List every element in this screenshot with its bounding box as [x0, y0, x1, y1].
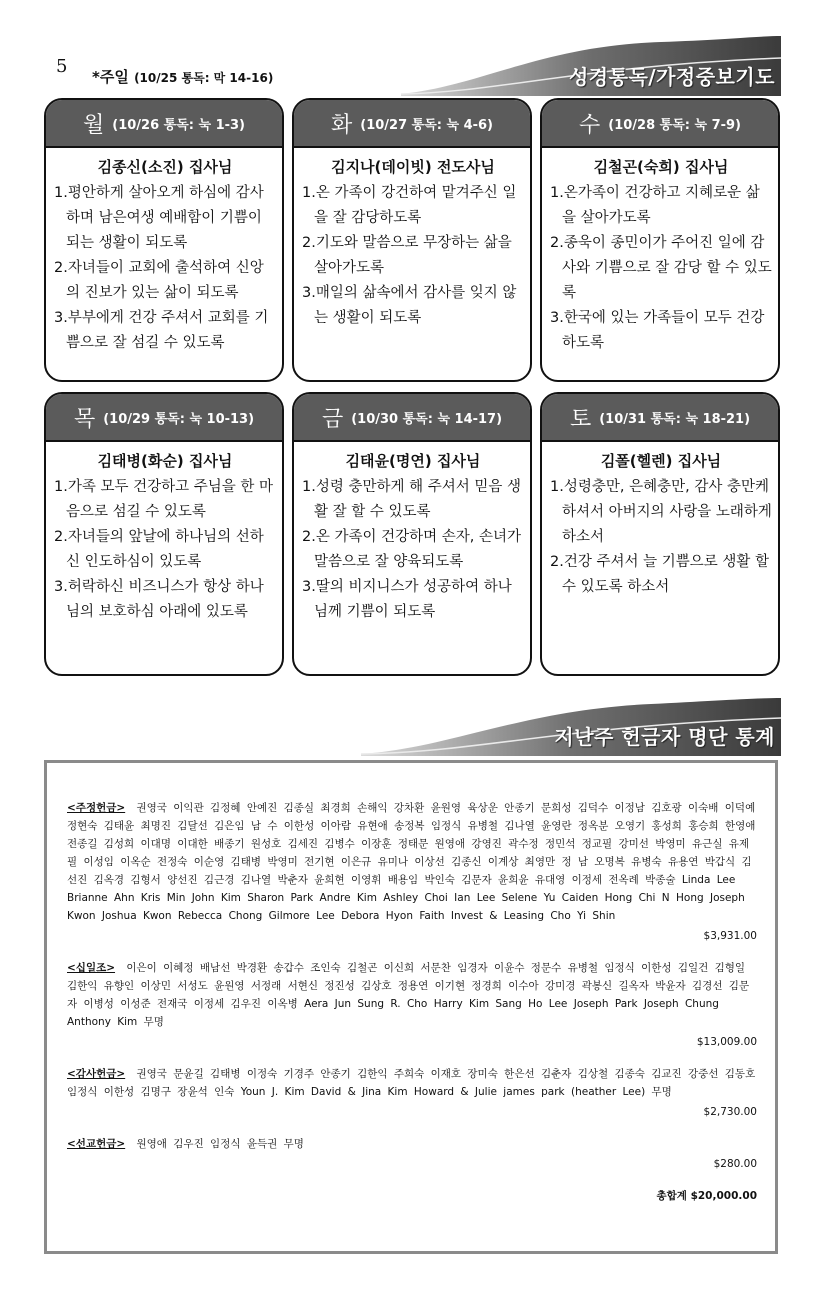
day-card-wednesday — [540, 98, 780, 382]
day-name: 토 — [569, 406, 592, 432]
prayer-item: 1.온가족이 건강하고 지혜로운 삶을 살아가도록 — [550, 185, 760, 226]
prayer-person: 김지나(데이빗) 전도사님 — [331, 158, 495, 176]
day-name: 목 — [73, 406, 96, 432]
sunday-reading — [92, 66, 273, 87]
offering-category: <주정헌금> — [67, 802, 126, 814]
prayer-banner — [401, 36, 781, 96]
day-header — [46, 100, 282, 148]
day-reading: (10/27 통독: 눅 4-6) — [360, 117, 493, 133]
offering-category: <감사헌금> — [67, 1068, 126, 1080]
sunday-label: *주일 — [92, 68, 129, 86]
prayer-person: 김철곤(숙희) 집사님 — [593, 158, 729, 176]
offering-names: 권영국 문윤길 김태병 이정숙 기경주 안종기 김한익 주희숙 이재호 장미숙 한은선 김춘자 김상철 김종숙 김교진 강중선 김동호 임정식 이한성 김명구 장윤석 인숙 Youn J. Kim David & Jina Kim Howard & Julie james park (heather Lee) 무명 — [67, 1068, 756, 1098]
prayer-list — [302, 475, 524, 625]
prayer-item: 2.종욱이 종민이가 주어진 일에 감사와 기쁨으로 잘 감당 할 수 있도록 — [550, 235, 772, 301]
prayer-list — [54, 181, 276, 356]
prayer-item: 2.자녀들의 앞날에 하나님의 선하신 인도하심이 있도록 — [54, 529, 264, 570]
day-name: 화 — [330, 112, 353, 138]
prayer-person: 김폴(헬렌) 집사님 — [600, 452, 722, 470]
offering-list-box — [44, 760, 778, 1254]
offering-group — [67, 959, 757, 1051]
day-card-saturday — [540, 392, 780, 676]
prayer-list — [550, 181, 772, 356]
day-name: 월 — [82, 112, 105, 138]
prayer-banner-title: 성경통독/가정중보기도 — [568, 65, 775, 89]
prayer-item: 1.평안하게 살아오게 하심에 감사하며 남은여생 예배함이 기쁨이 되는 생활이 되도록 — [54, 185, 264, 251]
offering-group — [67, 1135, 757, 1173]
prayer-item: 2.온 가족이 건강하며 손자, 손녀가 말씀으로 잘 양육되도록 — [302, 529, 521, 570]
day-header — [294, 100, 530, 148]
prayer-item: 3.허락하신 비즈니스가 항상 하나님의 보호하심 아래에 있도록 — [54, 579, 264, 620]
prayer-list — [302, 181, 524, 331]
prayer-item: 3.한국에 있는 가족들이 모두 건강 하도록 — [550, 310, 765, 351]
offering-category: <십일조> — [67, 962, 116, 974]
prayer-item: 3.매일의 삶속에서 감사를 잊지 않는 생활이 되도록 — [302, 285, 517, 326]
offering-amount: $13,009.00 — [696, 1036, 757, 1048]
prayer-item: 3.부부에게 건강 주셔서 교회를 기쁨으로 잘 섬길 수 있도록 — [54, 310, 269, 351]
offering-category: <선교헌금> — [67, 1138, 126, 1150]
page-number: 5 — [56, 56, 68, 77]
day-header — [542, 394, 778, 442]
offering-banner-title: 지난주 헌금자 명단 통계 — [554, 725, 775, 749]
offering-amount: $3,931.00 — [703, 930, 757, 942]
day-reading: (10/29 통독: 눅 10-13) — [103, 411, 255, 427]
prayer-list — [54, 475, 276, 625]
prayer-item: 1.성령충만, 은혜충만, 감사 충만케 하셔서 아버지의 사랑을 노래하게 하소서 — [550, 479, 772, 545]
offering-names: 원영애 김우진 임정식 윤득권 무명 — [136, 1138, 304, 1150]
prayer-item: 1.성령 충만하게 해 주셔서 믿음 생활 잘 할 수 있도록 — [302, 479, 521, 520]
offering-names: 권영국 이익관 김정혜 안예진 김종실 최경희 손해익 강차환 윤원영 육상운 안종기 문희성 김덕수 이정남 김호광 이숙배 이덕예 정현숙 김태윤 최명진 김달선 김은임 남 수 이한성 이아람 유현애 송정복 임정식 유병철 김나열 윤영란 정옥분 오영기 홍성희 홍승희 한영애 전종길 김성희 이대명 이대한 배종기 원성호 김세진 김병수 이장훈 정태문 원영애 강영진 곽수정 정민석 정교필 강미선 박영미 유근실 유제필 이성임 이옥순 전정숙 이순영 김태병 박영미 전기현 이은규 유미나 이상선 김종신 이계상 최영만 정 남 오명복 유병숙 유용연 박갑식 김선진 김옥경 김형서 양선진 김근경 김나열 박춘자 윤희현 이영휘 배용임 박인숙 김문자 윤희윤 유대영 이정세 전옥례 박종술 Linda Lee Brianne Ahn Kris Min John Kim Sharon Park Andre Kim Ashley Choi Ian Lee Selene Yu Caiden Hong Chi N Hong Joseph Kwon Joshua Kwon Rebecca Chong Gilmore Lee Debora Hyon Faith Invest & Leasing Cho Yi Shin — [67, 802, 756, 922]
day-header — [542, 100, 778, 148]
offering-banner — [361, 698, 781, 756]
prayer-item: 3.딸의 비지니스가 성공하여 하나님께 기쁨이 되도록 — [302, 579, 512, 620]
day-header — [294, 394, 530, 442]
day-name: 수 — [578, 112, 601, 138]
prayer-item: 2.기도와 말씀으로 무장하는 삶을 살아가도록 — [302, 235, 512, 276]
offering-amount: $280.00 — [713, 1158, 757, 1170]
prayer-person: 김종신(소진) 집사님 — [97, 158, 233, 176]
day-card-thursday — [44, 392, 284, 676]
prayer-item: 2.자녀들이 교회에 출석하여 신앙의 진보가 있는 삶이 되도록 — [54, 260, 264, 301]
prayer-person: 김태병(화순) 집사님 — [97, 452, 233, 470]
day-card-monday — [44, 98, 284, 382]
day-reading: (10/31 통독: 눅 18-21) — [599, 411, 751, 427]
offering-names: 이은이 이혜정 배남선 박경환 송갑수 조인숙 김철곤 이신희 서문찬 임경자 이윤수 정문수 유병철 임정식 이한성 김일건 김형일 김한익 유향인 이상민 서성도 윤원영 서정래 서현신 정진성 김상호 정용연 이기현 정경희 이수아 강미경 곽봉신 길옥자 박윤자 김경선 김문자 이병성 이성준 전재국 이정세 김우진 이옥병 Aera Jun Sung R. Cho Harry Kim Sang Ho Lee Joseph Park Joseph Chung Anthony Kim 무명 — [67, 962, 750, 1028]
sunday-reading-text: (10/25 통독: 막 14-16) — [134, 71, 274, 85]
prayer-item: 2.건강 주셔서 늘 기쁨으로 생활 할 수 있도록 하소서 — [550, 554, 769, 595]
prayer-person: 김태윤(명연) 집사님 — [345, 452, 481, 470]
prayer-list — [550, 475, 772, 600]
offering-group — [67, 1065, 757, 1121]
prayer-item: 1.온 가족이 강건하여 맡겨주신 일을 잘 감당하도록 — [302, 185, 517, 226]
prayer-item: 1.가족 모두 건강하고 주님을 한 마음으로 섬길 수 있도록 — [54, 479, 273, 520]
day-card-friday — [292, 392, 532, 676]
day-reading: (10/26 통독: 눅 1-3) — [112, 117, 245, 133]
offering-total: 총합계 $20,000.00 — [656, 1190, 757, 1202]
day-reading: (10/28 통독: 눅 7-9) — [608, 117, 741, 133]
day-reading: (10/30 통독: 눅 14-17) — [351, 411, 503, 427]
day-card-tuesday — [292, 98, 532, 382]
day-name: 금 — [321, 406, 344, 432]
offering-amount: $2,730.00 — [703, 1106, 757, 1118]
day-header — [46, 394, 282, 442]
offering-group — [67, 799, 757, 945]
